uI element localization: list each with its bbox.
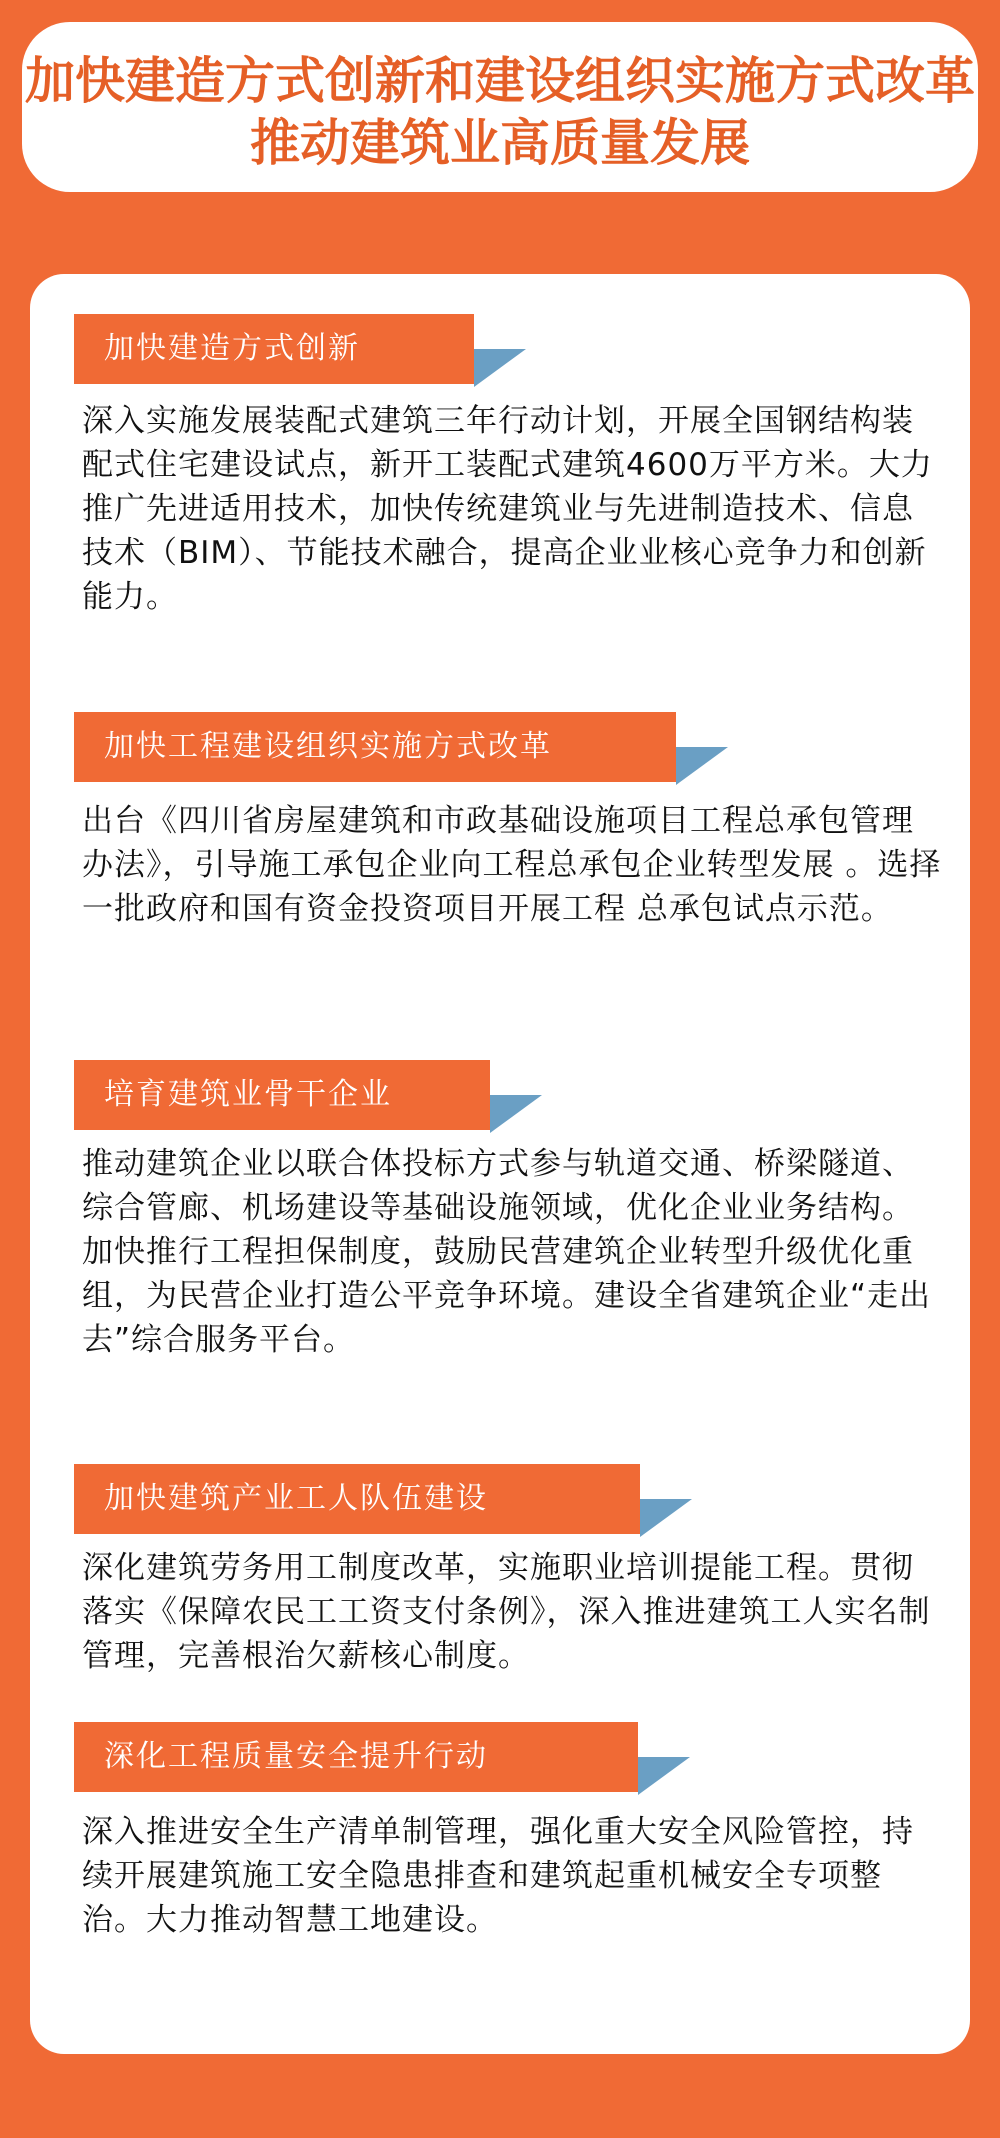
banner-tail-decoration: [640, 1499, 692, 1537]
page-title-line-1: 加快建造方式创新和建设组织实施方式改革: [25, 52, 975, 110]
section-body-text: 出台《四川省房屋建筑和市政基础设施项目工程总承包管理办法》，引导施工承包企业向工程总承包企业转型发展 。选择一批政府和国有资金投资项目开展工程 总承包试点示范。: [82, 803, 942, 927]
section-body-text: 深入实施发展装配式建筑三年行动计划，开展全国钢结构装配式住宅建设试点，新开工装配式建筑4600万平方米。大力推广先进适用技术，加快传统建筑业与先进制造技术、信息技术（BIM）、节能技术融合，提高企业业核心竞争力和创新能力。: [82, 403, 933, 615]
content-card: [30, 274, 970, 2054]
section-body-text: 推动建筑企业以联合体投标方式参与轨道交通、桥梁隧道、综合管廊、机场建设等基础设施领域，优化企业业务结构。加快推行工程担保制度，鼓励民营建筑企业转型升级优化重组，为民营企业打造公平竞争环境。建设全省建筑企业“走出去”综合服务平台。: [82, 1146, 932, 1358]
banner-tail-decoration: [638, 1757, 690, 1795]
banner-tail-decoration: [676, 747, 728, 785]
section-body-text: 深入推进安全生产清单制管理，强化重大安全风险管控，持续开展建筑施工安全隐患排查和建筑起重机械安全专项整治。大力推动智慧工地建设。: [82, 1814, 914, 1938]
title-card: [22, 22, 978, 192]
section-heading-banner: 加快建造方式创新: [74, 314, 474, 384]
section-heading-banner: 培育建筑业骨干企业: [74, 1060, 490, 1130]
section-heading-banner: 加快建筑产业工人队伍建设: [74, 1464, 640, 1534]
section-heading-banner: 加快工程建设组织实施方式改革: [74, 712, 676, 782]
banner-tail-decoration: [490, 1095, 542, 1133]
page-title-line-2: 推动建筑业高质量发展: [250, 114, 750, 172]
banner-tail-decoration: [474, 349, 526, 387]
section-body-text: 深化建筑劳务用工制度改革，实施职业培训提能工程。贯彻落实《保障农民工工资支付条例》，深入推进建筑工人实名制管理，完善根治欠薪核心制度。: [82, 1550, 931, 1674]
section-heading-banner: 深化工程质量安全提升行动: [74, 1722, 638, 1792]
